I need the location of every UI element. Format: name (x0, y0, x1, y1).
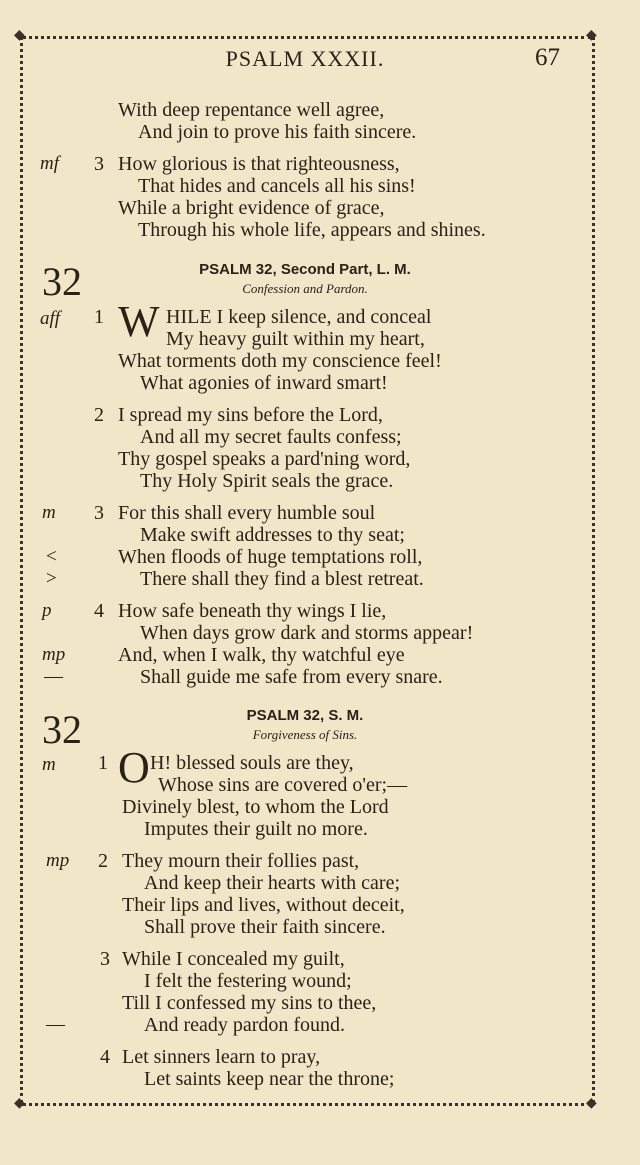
dynamic-marking: p (42, 600, 52, 621)
verse-line: What torments doth my conscience feel! (118, 350, 442, 372)
verse-line: Thy gospel speaks a pard'ning word, (118, 448, 411, 470)
verse-line: While a bright evidence of grace, (118, 197, 385, 219)
verse-number: 3 (94, 153, 104, 175)
drop-cap: O (118, 743, 150, 792)
verse-number: 4 (94, 600, 104, 622)
dynamic-marking: mf (40, 153, 59, 174)
verse-line: My heavy guilt within my heart, (166, 328, 425, 350)
verse-line: Imputes their guilt no more. (144, 818, 368, 840)
corner-ornament-icon: ◆ (14, 1096, 25, 1111)
running-header: PSALM XXXII. (225, 46, 385, 71)
verse-line: And all my secret faults confess; (140, 426, 402, 448)
dash-mark: — (46, 1014, 65, 1035)
dynamic-marking: mp (42, 644, 66, 665)
hymn-number: 32 (42, 259, 82, 304)
verse-line: I felt the festering wound; (144, 970, 352, 992)
verse-line: Through his whole life, appears and shines. (138, 219, 486, 241)
verse-line: While I concealed my guilt, (122, 948, 345, 970)
verse-line: Make swift addresses to thy seat; (140, 524, 405, 546)
drop-cap: W (118, 297, 160, 346)
verse-line: What agonies of inward smart! (140, 372, 388, 394)
verse-number: 1 (94, 306, 104, 328)
verse-number: 1 (98, 752, 108, 774)
verse-line: Till I confessed my sins to thee, (122, 992, 377, 1014)
verse-line: I spread my sins before the Lord, (118, 404, 383, 426)
psalm-subtitle: Confession and Pardon. (242, 281, 368, 296)
corner-ornament-icon: ◆ (586, 1096, 597, 1111)
verse-line: HILE I keep silence, and conceal (166, 306, 432, 328)
hymn-number: 32 (42, 707, 82, 752)
border-right (592, 36, 595, 1104)
corner-ornament-icon: ◆ (586, 28, 597, 43)
verse-number: 4 (100, 1046, 110, 1068)
dynamic-marking: aff (40, 308, 61, 329)
verse-line: H! blessed souls are they, (150, 752, 354, 774)
verse-number: 3 (94, 502, 104, 524)
psalm-title: PSALM 32, S. M. (246, 707, 364, 724)
verse-line: For this shall every humble soul (118, 502, 376, 524)
verse-number: 2 (94, 404, 104, 426)
verse-line: Shall guide me safe from every snare. (140, 666, 443, 688)
dash-mark: — (44, 666, 63, 687)
border-left (20, 36, 23, 1104)
psalm-subtitle: Forgiveness of Sins. (252, 727, 358, 742)
border-top (22, 36, 592, 39)
border-bottom (22, 1103, 592, 1106)
dynamic-marking: m (42, 754, 56, 775)
verse-line: Their lips and lives, without deceit, (122, 894, 405, 916)
verse-line: With deep repentance well agree, (118, 99, 385, 121)
verse-line: There shall they find a blest retreat. (140, 568, 424, 590)
verse-line: And, when I walk, thy watchful eye (118, 644, 405, 666)
verse-line: Divinely blest, to whom the Lord (122, 796, 389, 818)
verse-line: That hides and cancels all his sins! (138, 175, 416, 197)
diminuendo-mark: > (46, 568, 57, 589)
verse-line: Whose sins are covered o'er;— (158, 774, 408, 796)
verse-number: 3 (100, 948, 110, 970)
corner-ornament-icon: ◆ (14, 28, 25, 43)
verse-line: Let sinners learn to pray, (122, 1046, 321, 1068)
page-number: 67 (535, 44, 560, 71)
crescendo-mark: < (46, 546, 57, 567)
verse-line: And join to prove his faith sincere. (138, 121, 417, 143)
verse-line: They mourn their follies past, (122, 850, 360, 872)
verse-line: And keep their hearts with care; (144, 872, 401, 894)
verse-number: 2 (98, 850, 108, 872)
verse-line: Thy Holy Spirit seals the grace. (140, 470, 394, 492)
verse-line: Shall prove their faith sincere. (144, 916, 386, 938)
dynamic-marking: mp (46, 850, 70, 871)
verse-line: And ready pardon found. (144, 1014, 346, 1036)
verse-line: When days grow dark and storms appear! (140, 622, 474, 644)
verse-line: How glorious is that righteousness, (118, 153, 400, 175)
verse-line: When floods of huge temptations roll, (118, 546, 423, 568)
verse-line: How safe beneath thy wings I lie, (118, 600, 387, 622)
dynamic-marking: m (42, 502, 56, 523)
psalm-title: PSALM 32, Second Part, L. M. (199, 261, 411, 278)
verse-line: Let saints keep near the throne; (144, 1068, 395, 1090)
